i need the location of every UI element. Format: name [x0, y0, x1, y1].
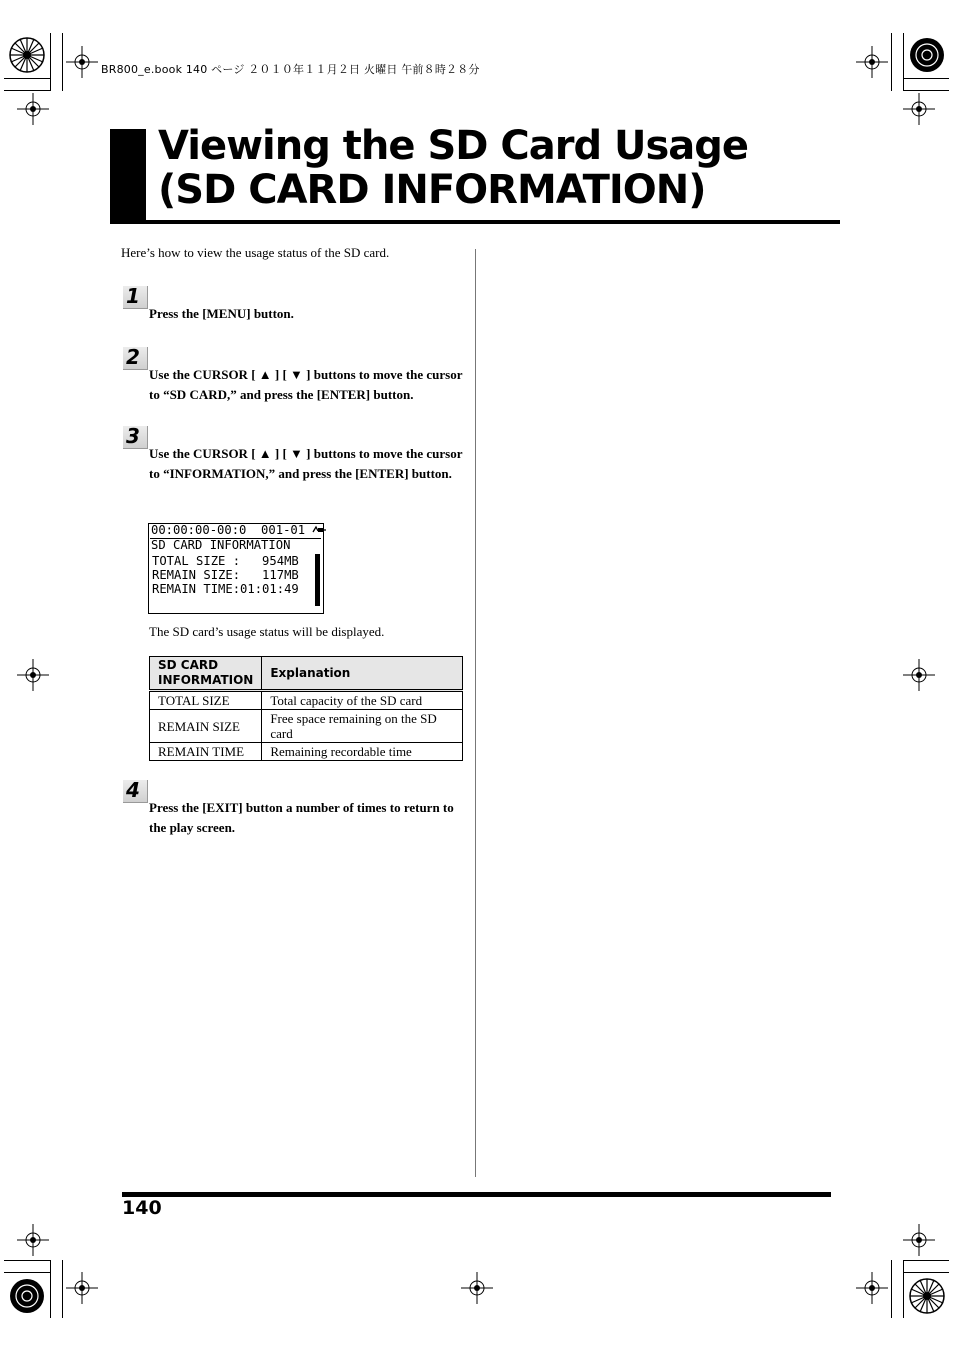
registration-target-icon	[908, 1277, 946, 1315]
crosshair-mark-icon	[66, 46, 98, 78]
crosshair-mark-icon	[17, 1224, 49, 1256]
step-number-1: 1	[123, 286, 148, 309]
step-text-2: Use the CURSOR [ ▲ ] [ ▼ ] buttons to move the cursor to “SD CARD,” and press the [ENTER] button.	[149, 367, 463, 402]
crosshair-mark-icon	[903, 659, 935, 691]
step-number-3: 3	[123, 426, 148, 449]
lcd-status-line: 00:00:00-00:0 001-01	[151, 524, 326, 537]
table-row	[150, 743, 463, 761]
registration-target-icon	[908, 36, 946, 74]
crosshair-mark-icon	[856, 46, 888, 78]
page-number: 140	[122, 1197, 162, 1219]
step-number-4: 4	[123, 780, 148, 803]
crosshair-mark-icon	[461, 1272, 493, 1304]
page-title	[158, 124, 748, 212]
intro-text: Here’s how to view the usage status of the SD card.	[121, 245, 390, 260]
registration-target-icon	[8, 36, 46, 74]
lcd-screen	[148, 523, 324, 614]
step-number-2: 2	[123, 347, 148, 370]
print-header: BR800_e.book 140 ページ ２０１０年１１月２日 火曜日 午前８時２８分	[101, 63, 480, 76]
table-header-row	[150, 657, 463, 691]
title-bar	[110, 129, 146, 223]
footer-rule	[122, 1192, 831, 1197]
table-row	[150, 691, 463, 710]
table-header-item: SD CARD INFORMATION	[150, 657, 262, 691]
lcd-caption: The SD card’s usage status will be displayed.	[149, 624, 385, 639]
table-row	[150, 710, 463, 743]
crosshair-mark-icon	[903, 1224, 935, 1256]
page-title-line-2: (SD CARD INFORMATION)	[158, 167, 706, 213]
step-text-4: Press the [EXIT] button a number of times to return to the play screen.	[149, 800, 454, 835]
crosshair-mark-icon	[856, 1272, 888, 1304]
table-cell-explanation: Total capacity of the SD card	[262, 691, 463, 710]
table-header-explanation: Explanation	[262, 657, 463, 691]
step-text-3: Use the CURSOR [ ▲ ] [ ▼ ] buttons to move the cursor to “INFORMATION,” and press the [ENTER] button.	[149, 446, 463, 481]
crosshair-mark-icon	[903, 93, 935, 125]
title-rule	[110, 220, 840, 224]
lcd-heading: SD CARD INFORMATION	[151, 538, 291, 552]
lcd-remain-time: REMAIN TIME:01:01:49	[152, 582, 299, 596]
table-cell-explanation: Free space remaining on the SD card	[262, 710, 463, 743]
lcd-scrollbar	[315, 554, 320, 606]
page-title-line-1: Viewing the SD Card Usage	[158, 123, 749, 169]
crosshair-mark-icon	[17, 93, 49, 125]
lcd-total-size: TOTAL SIZE : 954MB	[152, 554, 299, 568]
table-cell-explanation: Remaining recordable time	[262, 743, 463, 761]
table-cell-item: REMAIN TIME	[150, 743, 262, 761]
lcd-remain-size: REMAIN SIZE: 117MB	[152, 568, 299, 582]
step-text-1: Press the [MENU] button.	[149, 306, 294, 321]
info-table	[149, 656, 463, 761]
registration-target-icon	[8, 1277, 46, 1315]
column-divider	[475, 249, 476, 1177]
table-cell-item: REMAIN SIZE	[150, 710, 262, 743]
crosshair-mark-icon	[66, 1272, 98, 1304]
table-cell-item: TOTAL SIZE	[150, 691, 262, 710]
crosshair-mark-icon	[17, 659, 49, 691]
input-jack-icon	[312, 525, 326, 535]
